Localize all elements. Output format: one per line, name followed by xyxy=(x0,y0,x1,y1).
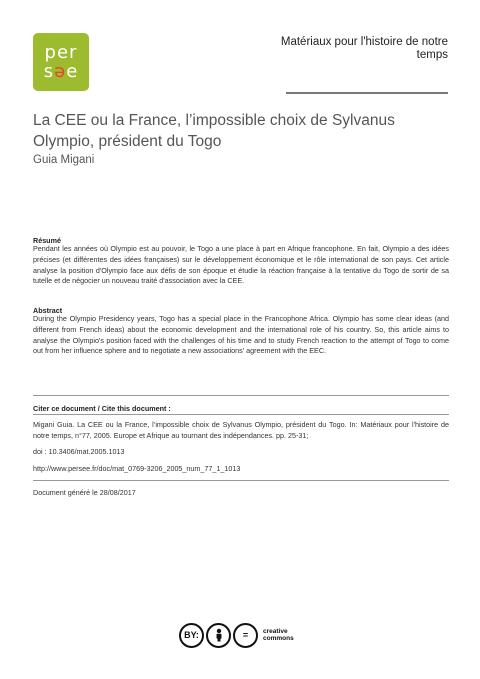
logo-line2: səe xyxy=(43,61,79,82)
citation-url-link[interactable]: http://www.persee.fr/doc/mat_0769-3206_2005_num_77_1_1013 xyxy=(33,464,241,473)
citation-doi[interactable]: doi : 10.3406/mat.2005.1013 xyxy=(33,447,125,456)
cc-person-icon xyxy=(206,623,231,648)
citation-heading: Citer ce document / Cite this document : xyxy=(33,404,171,413)
creative-commons-license[interactable] xyxy=(179,622,297,648)
article-title: La CEE ou la France, l’impossible choix de Sylvanus Olympio, président du Togo xyxy=(33,112,395,150)
citation-divider xyxy=(33,414,449,415)
journal-name: Matériaux pour l'histoire de notre temps xyxy=(280,36,448,61)
citation-text: Migani Guia. La CEE ou la France, l’impossible choix de Sylvanus Olympio, président du Togo. In: Matériaux pour l'histoire de notre temps, n°77, 2005. Europe et Afrique au tournant des indépendances. pp. 25-31; xyxy=(33,420,449,440)
journal-divider xyxy=(286,92,448,94)
persee-logo[interactable] xyxy=(33,33,89,91)
cc-by-icon: BY: xyxy=(179,623,204,648)
resume-heading: Résumé xyxy=(33,236,61,245)
citation-bottom-divider xyxy=(33,480,449,481)
logo-line1: per xyxy=(44,42,78,63)
generated-date: Document généré le 28/08/2017 xyxy=(33,488,136,497)
cc-label: creative commons xyxy=(263,628,294,642)
abstract-text: During the Olympio Presidency years, Togo has a special place in the Francophone Africa. Olympio has some clear ideas (and different from French ideas) about the economic development and the international role of his country. So, this article aims to analyse the Olympio's position faced with the challenges of his time and to study French reaction to the attempt of Togo to come out from her influence sphere and to negotiate a new associations' agreement with the EEC. xyxy=(33,314,449,356)
article-author: Guia Migani xyxy=(33,154,95,166)
resume-text: Pendant les années où Olympio est au pouvoir, le Togo a une place à part en Afrique francophone. En fait, Olympio a des idées précises (et différentes des idées françaises) sur le développement économique et le rôle international de son pays. Cet article analyse la position d'Olympio face aux défis de son époque et étudie la réaction française à la tentative du Togo de sortir de sa tutelle et de négocier un nouveau traité d'association avec la CEE. xyxy=(33,244,449,286)
citation-top-divider xyxy=(33,395,449,396)
cc-nd-icon: = xyxy=(233,623,258,648)
abstract-heading: Abstract xyxy=(33,306,63,315)
